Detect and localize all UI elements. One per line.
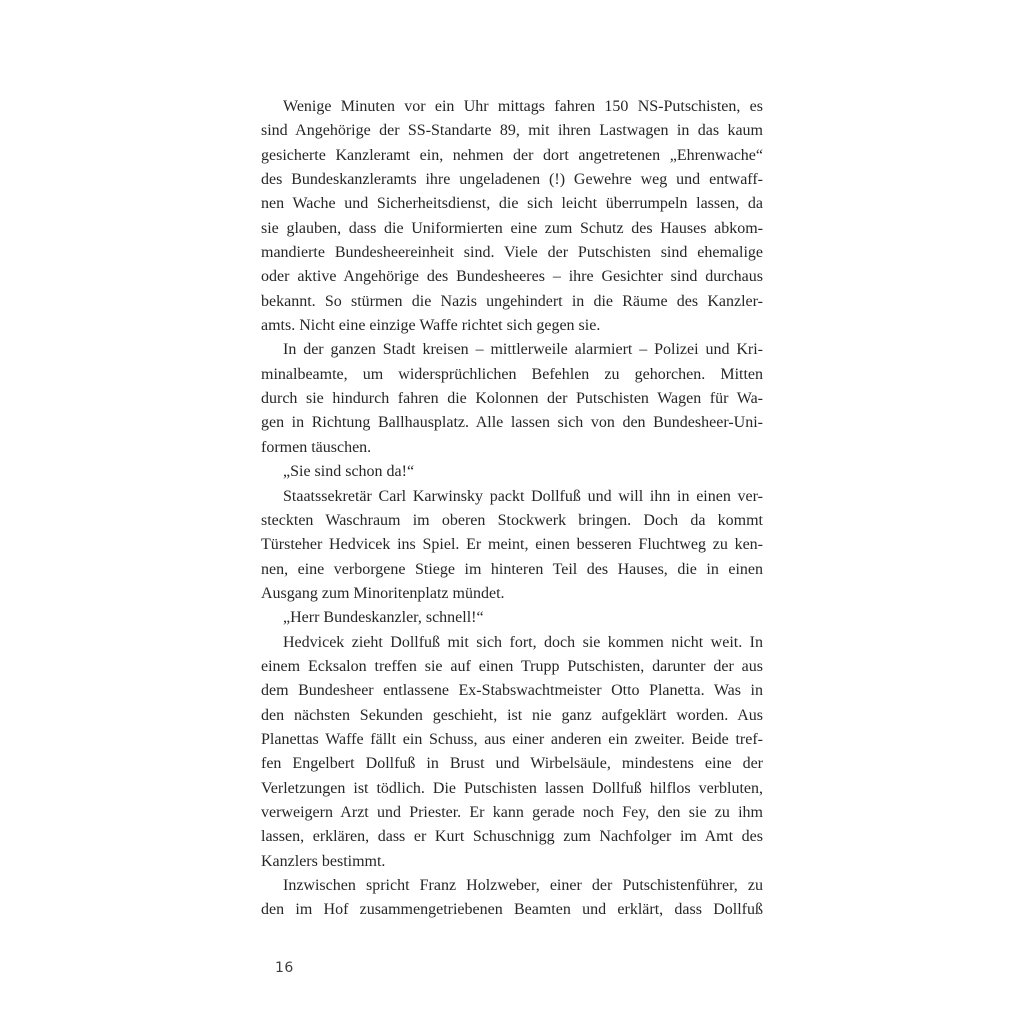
paragraph [261,631,763,874]
text-line: steckten Waschraum im oberen Stockwerk bringen. Doch da kommt [261,511,763,529]
text-line: durch sie hindurch fahren die Kolonnen der Putschisten Wagen für Wa- [261,390,763,408]
text-line: bekannt. So stürmen die Nazis ungehindert in die Räume des Kanzler- [261,292,763,310]
paragraph [261,460,763,484]
text-line: oder aktive Angehörige des Bundesheeres – ihre Gesichter sind durchaus [261,268,763,286]
text-line: In der ganzen Stadt kreisen – mittlerweile alarmiert – Polizei und Kri- [283,341,763,359]
paragraph [261,95,763,338]
text-line: Türsteher Hedvicek ins Spiel. Er meint, einen besseren Fluchtweg zu ken- [261,536,763,554]
text-line: fen Engelbert Dollfuß in Brust und Wirbelsäule, mindestens eine der [261,755,763,773]
text-line: Ausgang zum Minoritenplatz mündet. [261,584,505,602]
text-line: Hedvicek zieht Dollfuß mit sich fort, doch sie kommen nicht weit. In [283,633,763,651]
text-line: nen Wache und Sicherheitsdienst, die sich leicht überrumpeln lassen, da [261,195,763,213]
text-line: lassen, erklären, dass er Kurt Schuschnigg zum Nachfolger im Amt des [261,828,763,846]
text-line: verweigern Arzt und Priester. Er kann gerade noch Fey, den sie zu ihm [261,803,763,821]
text-line: einem Ecksalon treffen sie auf einen Trupp Putschisten, darunter der aus [261,657,763,675]
text-line: Inzwischen spricht Franz Holzweber, einer der Putschistenführer, zu [283,877,763,894]
text-line: formen täuschen. [261,438,372,456]
text-line: Planettas Waffe fällt ein Schuss, aus einer anderen ein zweiter. Beide tref- [261,730,763,748]
text-line: den nächsten Sekunden geschieht, ist nie ganz aufgeklärt worden. Aus [261,706,763,724]
paragraph [261,338,763,460]
text-line: des Bundeskanzleramts ihre ungeladenen (!) Gewehre weg und entwaff- [261,171,763,189]
text-line: Staatssekretär Carl Karwinsky packt Dollfuß und will ihn in einen ver- [283,487,763,505]
body-text [261,95,763,923]
paragraph [261,485,763,607]
text-line: „Herr Bundeskanzler, schnell!“ [283,609,484,627]
text-line: gen in Richtung Ballhausplatz. Alle lassen sich von den Bundesheer-Uni- [261,414,763,432]
text-line: gesicherte Kanzleramt ein, nehmen der dort angetretenen „Ehrenwache“ [261,146,763,164]
text-line: „Sie sind schon da!“ [283,463,415,481]
text-line: amts. Nicht eine einzige Waffe richtet sich gegen sie. [261,317,601,335]
text-line: dem Bundesheer entlassene Ex-Stabswachtmeister Otto Planetta. Was in [261,682,763,700]
text-line: sind Angehörige der SS-Standarte 89, mit ihren Lastwagen in das kaum [261,122,763,140]
page-number: 16 [275,960,294,976]
text-line: Verletzungen ist tödlich. Die Putschisten lassen Dollfuß hilflos verbluten, [261,779,763,797]
text-line: minalbeamte, um widersprüchlichen Befehlen zu gehorchen. Mitten [261,365,763,383]
text-line: nen, eine verborgene Stiege im hinteren Teil des Hauses, die in einen [261,560,763,578]
text-line: Wenige Minuten vor ein Uhr mittags fahren 150 NS-Putschisten, es [283,98,763,115]
text-line: Kanzlers bestimmt. [261,852,386,870]
text-line: mandierte Bundesheereinheit sind. Viele der Putschisten sind ehemalige [261,244,763,262]
text-line: den im Hof zusammengetriebenen Beamten und erklärt, dass Dollfuß [261,901,763,919]
paragraph [261,874,763,923]
paragraph [261,606,763,630]
text-line: sie glauben, dass die Uniformierten eine zum Schutz des Hauses abkom- [261,219,763,237]
